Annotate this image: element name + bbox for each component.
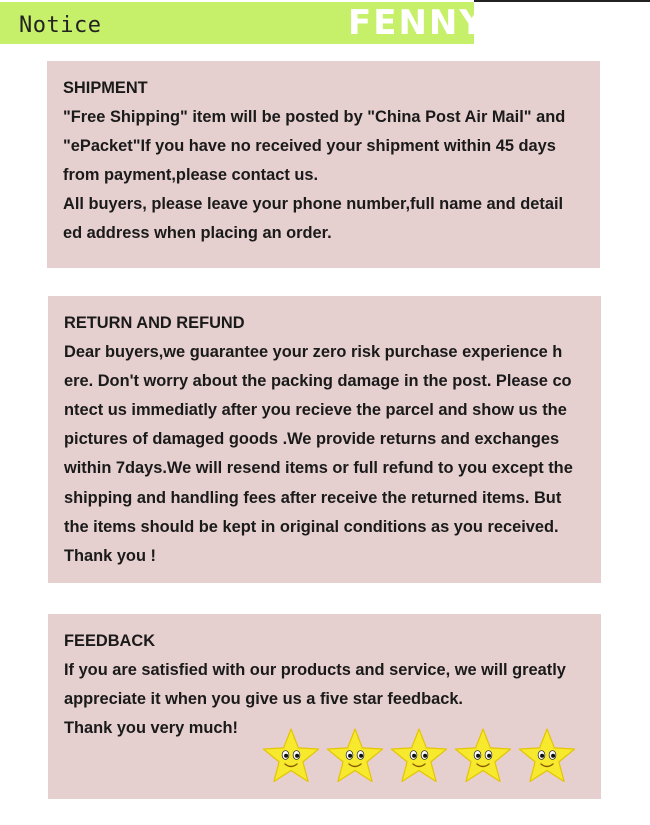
return-refund-text-line: Thank you ! — [64, 546, 156, 565]
return-refund-text-line: shipping and handling fees after receive the returned items. But — [64, 488, 562, 507]
feedback-text-line: If you are satisfied with our products and service, we will greatly — [64, 661, 566, 680]
shipment-text-line: "ePacket"If you have no received your shipment within 45 days — [63, 137, 556, 156]
header-title: Notice — [19, 13, 102, 38]
return-refund-text-line: ntect us immediatly after you recieve the parcel and show us the — [64, 401, 567, 420]
feedback-text-line: appreciate it when you give us a five star feedback. — [64, 690, 463, 709]
return-refund-text-line: the items should be kept in original conditions as you received. — [64, 517, 559, 536]
feedback-heading: FEEDBACK — [64, 632, 156, 650]
fenny-logo: FENNY — [348, 3, 486, 43]
return-refund-text-line: within 7days.We will resend items or full refund to you except the — [64, 459, 573, 478]
return-refund-text-line: Dear buyers,we guarantee your zero risk purchase experience h — [64, 343, 563, 362]
smiley-star-icon — [389, 726, 449, 786]
shipment-text-line: "Free Shipping" item will be posted by "China Post Air Mail" and — [63, 108, 566, 127]
return-refund-text-line: ere. Don't worry about the packing damage in the post. Please co — [64, 372, 572, 391]
smiley-star-icon — [517, 726, 577, 786]
shipment-section — [47, 61, 600, 268]
return-refund-heading: RETURN AND REFUND — [64, 314, 245, 332]
shipment-heading: SHIPMENT — [63, 79, 148, 97]
smiley-star-icon — [453, 726, 513, 786]
smiley-star-icon — [261, 726, 321, 786]
notice-header — [0, 2, 486, 44]
shipment-text-line: from payment,please contact us. — [63, 166, 319, 185]
shipment-text-line: All buyers, please leave your phone number,full name and detail — [63, 195, 564, 214]
feedback-text-line: Thank you very much! — [64, 719, 238, 738]
top-divider — [474, 0, 650, 2]
return-refund-section — [48, 296, 601, 583]
shipment-text-line: ed address when placing an order. — [63, 224, 332, 243]
return-refund-text-line: pictures of damaged goods .We provide returns and exchanges — [64, 430, 560, 449]
smiley-star-icon — [325, 726, 385, 786]
